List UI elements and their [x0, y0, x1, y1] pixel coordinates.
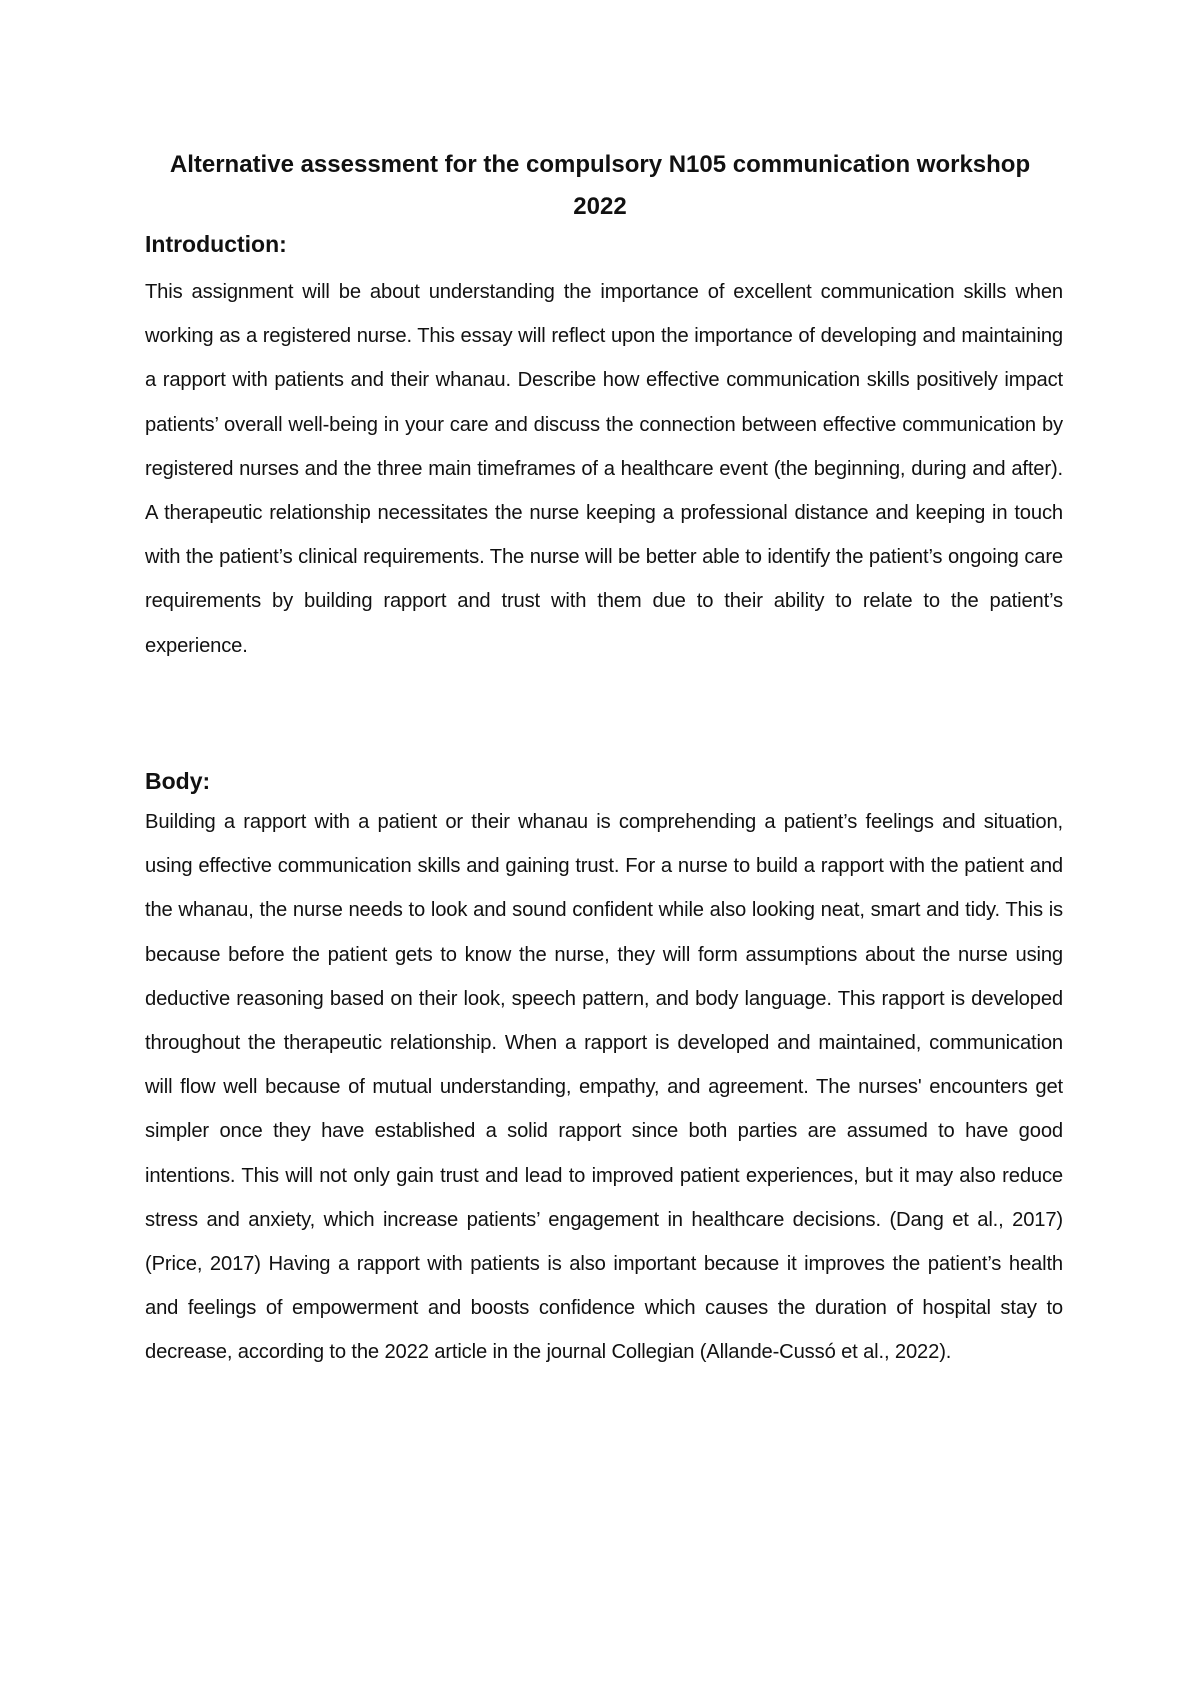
introduction-heading: Introduction: [145, 231, 287, 257]
introduction-paragraph: This assignment will be about understanding the importance of excellent communication skills when working as a registered nurse. This essay will reflect upon the importance of developing and maintaining a rapport with patients and their whanau. Describe how effective communication skills positively impact patients’ overall well-being in your care and discuss the connection between effective communication by registered nurses and the three main timeframes of a healthcare event (the beginning, during and after). A therapeutic relationship necessitates the nurse keeping a professional distance and keeping in touch with the patient’s clinical requirements. The nurse will be better able to identify the patient’s ongoing care requirements by building rapport and trust with them due to their ability to relate to the patient’s experience. [145, 281, 1063, 657]
body-paragraph: Building a rapport with a patient or their whanau is comprehending a patient’s feelings and situation, using effective communication skills and gaining trust. For a nurse to build a rapport with the patient and the whanau, the nurse needs to look and sound confident while also looking neat, smart and tidy. This is because before the patient gets to know the nurse, they will form assumptions about the nurse using deductive reasoning based on their look, speech pattern, and body language. This rapport is developed throughout the therapeutic relationship. When a rapport is developed and maintained, communication will flow well because of mutual understanding, empathy, and agreement. The nurses' encounters get simpler once they have established a solid rapport since both parties are assumed to have good intentions. This will not only gain trust and lead to improved patient experiences, but it may also reduce stress and anxiety, which increase patients’ engagement in healthcare decisions. (Dang et al., 2017) (Price, 2017) Having a rapport with patients is also important because it improves the patient’s health and feelings of empowerment and boosts confidence which causes the duration of hospital stay to decrease, according to the 2022 article in the journal Collegian (Allande-Cussó et al., 2022). [145, 811, 1063, 1364]
document-title: Alternative assessment for the compulsory N105 communication workshop 2022 [169, 151, 1031, 220]
body-heading: Body: [145, 768, 211, 794]
